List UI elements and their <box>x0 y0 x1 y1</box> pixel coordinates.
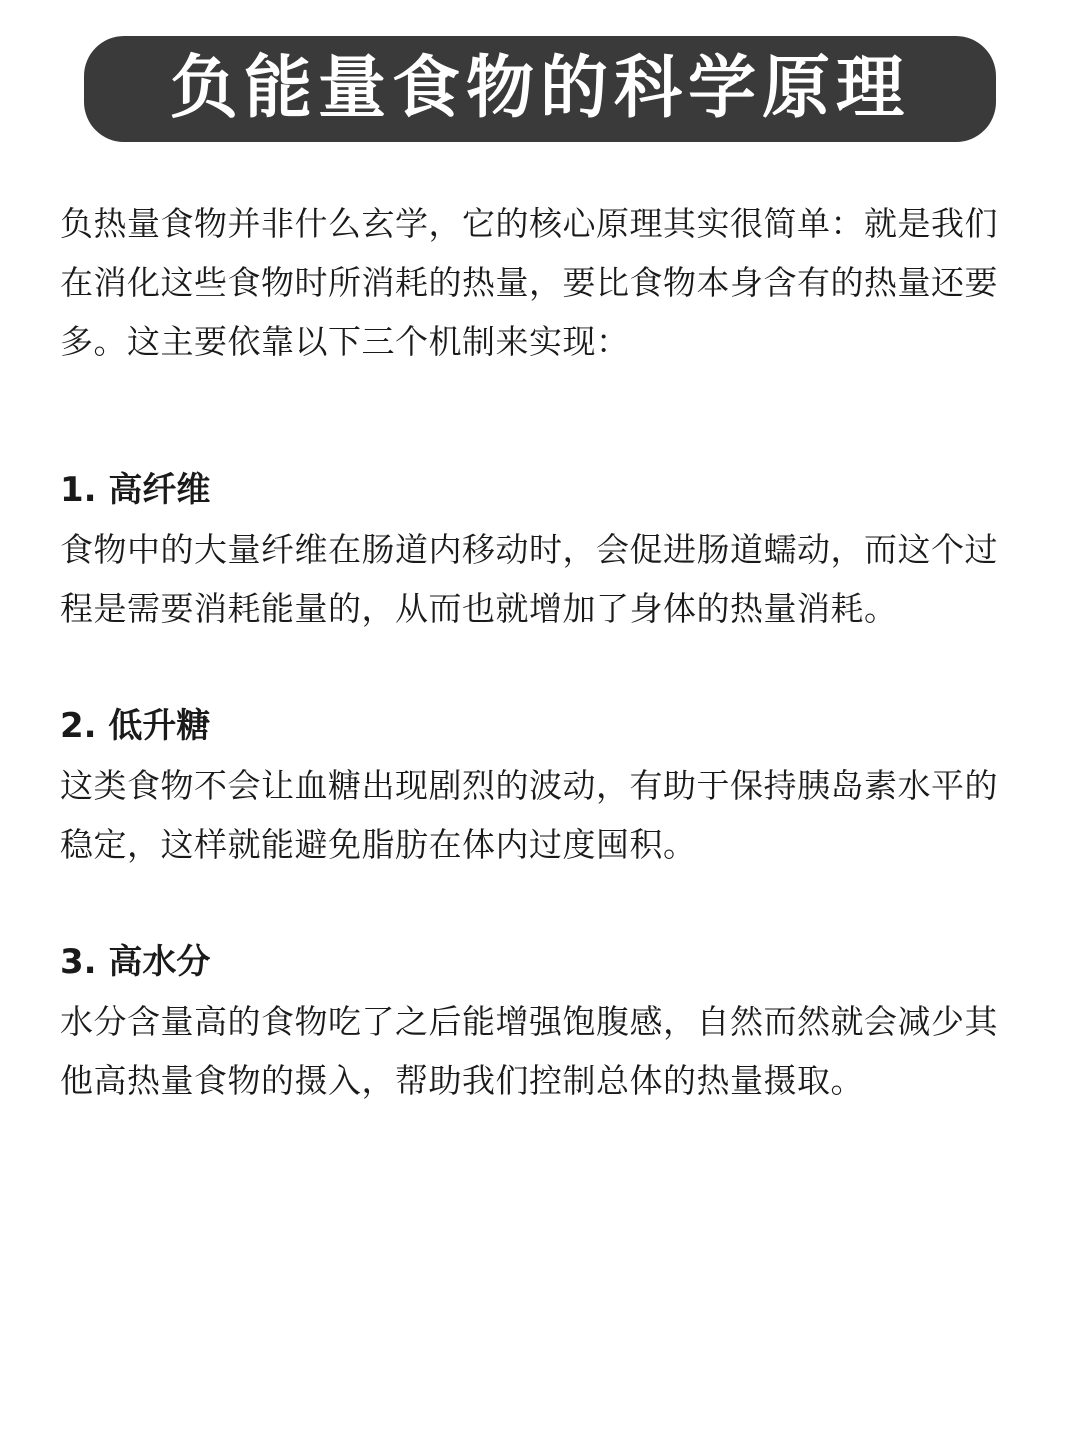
section-body: 水分含量高的食物吃了之后能增强饱腹感，自然而然就会减少其他高热量食物的摄入，帮助我们控制总体的热量摄取。 <box>60 1002 998 1100</box>
section-body: 这类食物不会让血糖出现剧烈的波动，有助于保持胰岛素水平的稳定，这样就能避免脂肪在体内过度囤积。 <box>60 766 998 864</box>
section-heading: 2. 低升糖 <box>60 706 211 746</box>
title-banner <box>84 36 996 142</box>
page-title: 负能量食物的科学原理 <box>169 49 910 128</box>
section-heading: 1. 高纤维 <box>60 470 211 510</box>
section-low-gi <box>60 697 1020 874</box>
article-body <box>60 194 1020 1169</box>
section-high-water <box>60 933 1020 1110</box>
section-high-fiber <box>60 461 1020 638</box>
section-heading: 3. 高水分 <box>60 942 211 982</box>
section-body: 食物中的大量纤维在肠道内移动时，会促进肠道蠕动，而这个过程是需要消耗能量的，从而也就增加了身体的热量消耗。 <box>60 530 998 628</box>
intro-paragraph: 负热量食物并非什么玄学，它的核心原理其实很简单：就是我们在消化这些食物时所消耗的热量，要比食物本身含有的热量还要多。这主要依靠以下三个机制来实现： <box>60 204 998 361</box>
